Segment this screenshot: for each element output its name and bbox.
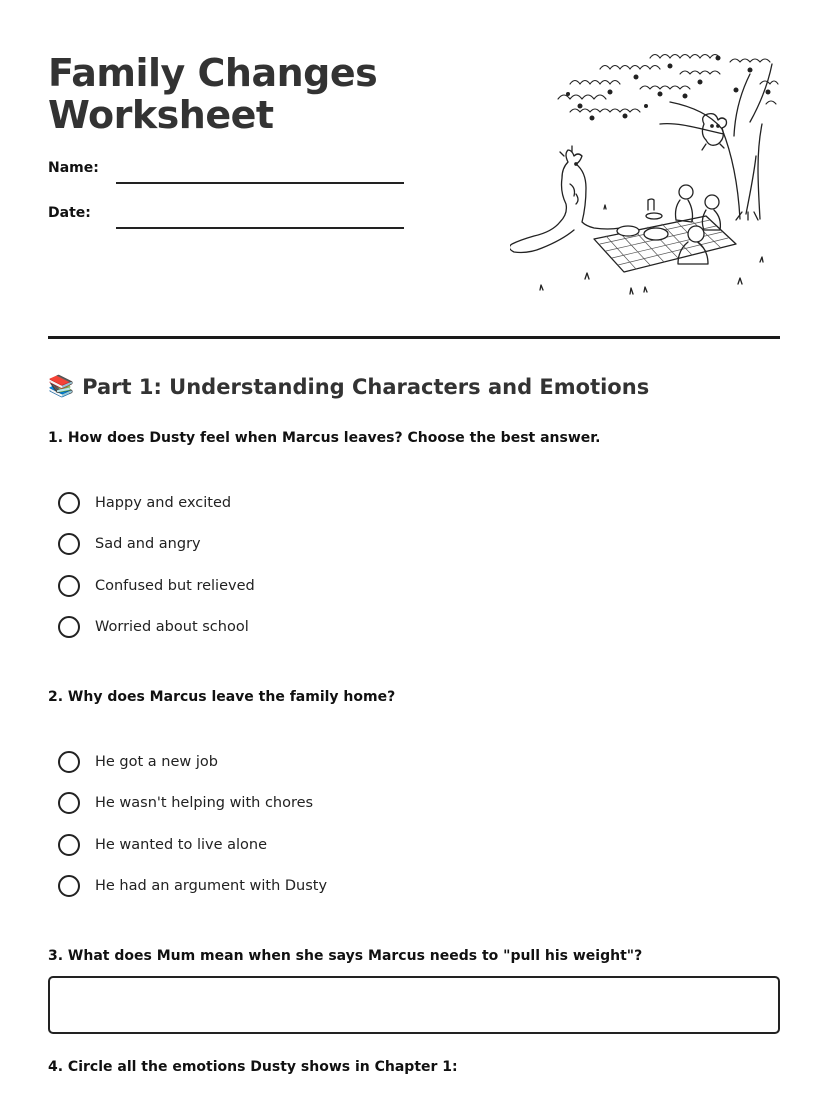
q1-option-2[interactable] bbox=[58, 532, 201, 556]
q3-answer-box[interactable] bbox=[48, 976, 780, 1034]
part1-title: Part 1: Understanding Characters and Emotions bbox=[82, 374, 650, 399]
q2-option-1[interactable] bbox=[58, 750, 218, 774]
name-field-row bbox=[48, 160, 408, 190]
radio-button[interactable] bbox=[58, 875, 80, 897]
option-label: Worried about school bbox=[95, 619, 249, 635]
radio-button[interactable] bbox=[58, 575, 80, 597]
radio-button[interactable] bbox=[58, 616, 80, 638]
option-label: Sad and angry bbox=[95, 536, 201, 552]
worksheet-title bbox=[48, 52, 377, 136]
radio-button[interactable] bbox=[58, 792, 80, 814]
question-3: 3. What does Mum mean when she says Marcus needs to "pull his weight"? bbox=[48, 948, 643, 964]
q2-option-4[interactable] bbox=[58, 874, 327, 898]
radio-button[interactable] bbox=[58, 834, 80, 856]
date-input-line[interactable] bbox=[116, 227, 404, 229]
q1-option-4[interactable] bbox=[58, 615, 249, 639]
q2-option-3[interactable] bbox=[58, 833, 267, 857]
name-input-line[interactable] bbox=[116, 182, 404, 184]
option-label: Confused but relieved bbox=[95, 578, 255, 594]
option-label: He got a new job bbox=[95, 754, 218, 770]
option-label: He wasn't helping with chores bbox=[95, 795, 314, 811]
q1-option-3[interactable] bbox=[58, 574, 255, 598]
option-label: He wanted to live alone bbox=[95, 837, 268, 853]
question-1: 1. How does Dusty feel when Marcus leaves? Choose the best answer. bbox=[48, 430, 601, 446]
picnic-illustration bbox=[510, 44, 782, 300]
date-label: Date: bbox=[48, 205, 91, 221]
question-4: 4. Circle all the emotions Dusty shows in Chapter 1: bbox=[48, 1059, 458, 1075]
title-line-2: Worksheet bbox=[48, 93, 274, 137]
name-label: Name: bbox=[48, 160, 99, 176]
radio-button[interactable] bbox=[58, 751, 80, 773]
q2-option-2[interactable] bbox=[58, 791, 313, 815]
radio-button[interactable] bbox=[58, 492, 80, 514]
part1-heading bbox=[48, 374, 649, 399]
q1-option-1[interactable] bbox=[58, 491, 231, 515]
option-label: Happy and excited bbox=[95, 495, 232, 511]
books-icon: 📚 bbox=[48, 374, 75, 398]
title-line-1: Family Changes bbox=[48, 51, 378, 95]
section-divider bbox=[48, 336, 780, 339]
question-2: 2. Why does Marcus leave the family home? bbox=[48, 689, 396, 705]
radio-button[interactable] bbox=[58, 533, 80, 555]
date-field-row bbox=[48, 205, 408, 235]
option-label: He had an argument with Dusty bbox=[95, 878, 328, 894]
